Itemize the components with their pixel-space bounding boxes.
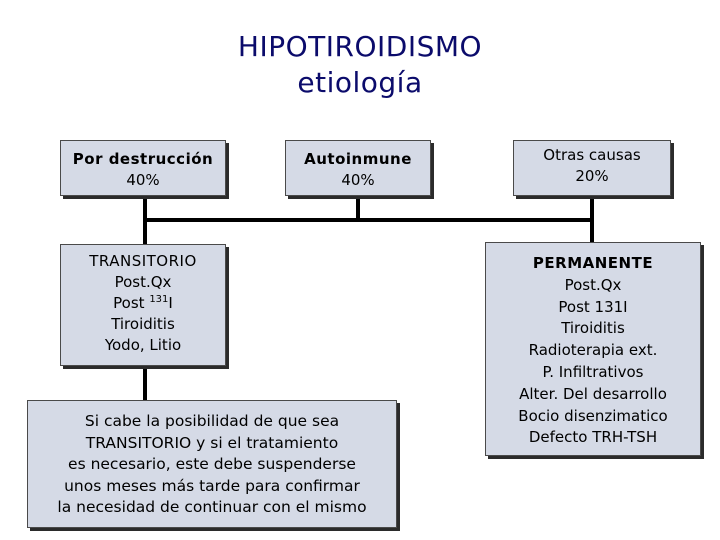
permanente-item: Defecto TRH-TSH (528, 428, 658, 447)
permanente-item: Post.Qx (564, 275, 622, 294)
transitorio-box (60, 244, 226, 366)
cause-label: Autoinmune (304, 150, 412, 168)
page-subtitle: etiología (297, 66, 423, 99)
transitorio-item: Yodo, Litio (104, 336, 182, 354)
note-box (27, 400, 397, 528)
cause-box-autoinmune (285, 140, 431, 196)
transitorio-item-element: I (168, 294, 173, 312)
transitorio-item: Tiroiditis (111, 315, 175, 333)
transitorio-heading: TRANSITORIO (89, 252, 197, 270)
cause-box-otras (513, 140, 671, 196)
cause-percent: 40% (126, 171, 160, 189)
page-title: HIPOTIROIDISMO (237, 30, 483, 63)
note-line: unos meses más tarde para confirmar (64, 476, 360, 495)
isotope-superscript: 131 (149, 294, 169, 305)
note-line: Si cabe la posibilidad de que sea (84, 412, 340, 430)
transitorio-item: Post.Qx (114, 273, 172, 291)
note-line: la necesidad de continuar con el mismo (57, 498, 367, 516)
permanente-item: Bocio disenzimatico (518, 406, 668, 425)
permanente-item: P. Infiltrativos (542, 362, 644, 381)
cause-box-destruccion (60, 140, 226, 196)
permanente-item: Tiroiditis (561, 319, 625, 338)
cause-percent: 40% (341, 171, 375, 189)
permanente-item: Post 131I (558, 297, 628, 316)
permanente-heading: PERMANENTE (532, 254, 654, 272)
transitorio-item-text: Post (113, 294, 150, 312)
note-line: es necesario, este debe suspenderse (68, 455, 356, 473)
cause-label: Por destrucción (72, 150, 214, 168)
permanente-box (485, 242, 701, 456)
cause-label: Otras causas (543, 146, 641, 164)
cause-percent: 20% (575, 167, 609, 185)
transitorio-item-post-i131 (61, 293, 225, 314)
note-line: TRANSITORIO y si el tratamiento (85, 433, 339, 452)
permanente-item: Radioterapia ext. (528, 341, 658, 360)
permanente-item: Alter. Del desarrollo (519, 384, 667, 403)
